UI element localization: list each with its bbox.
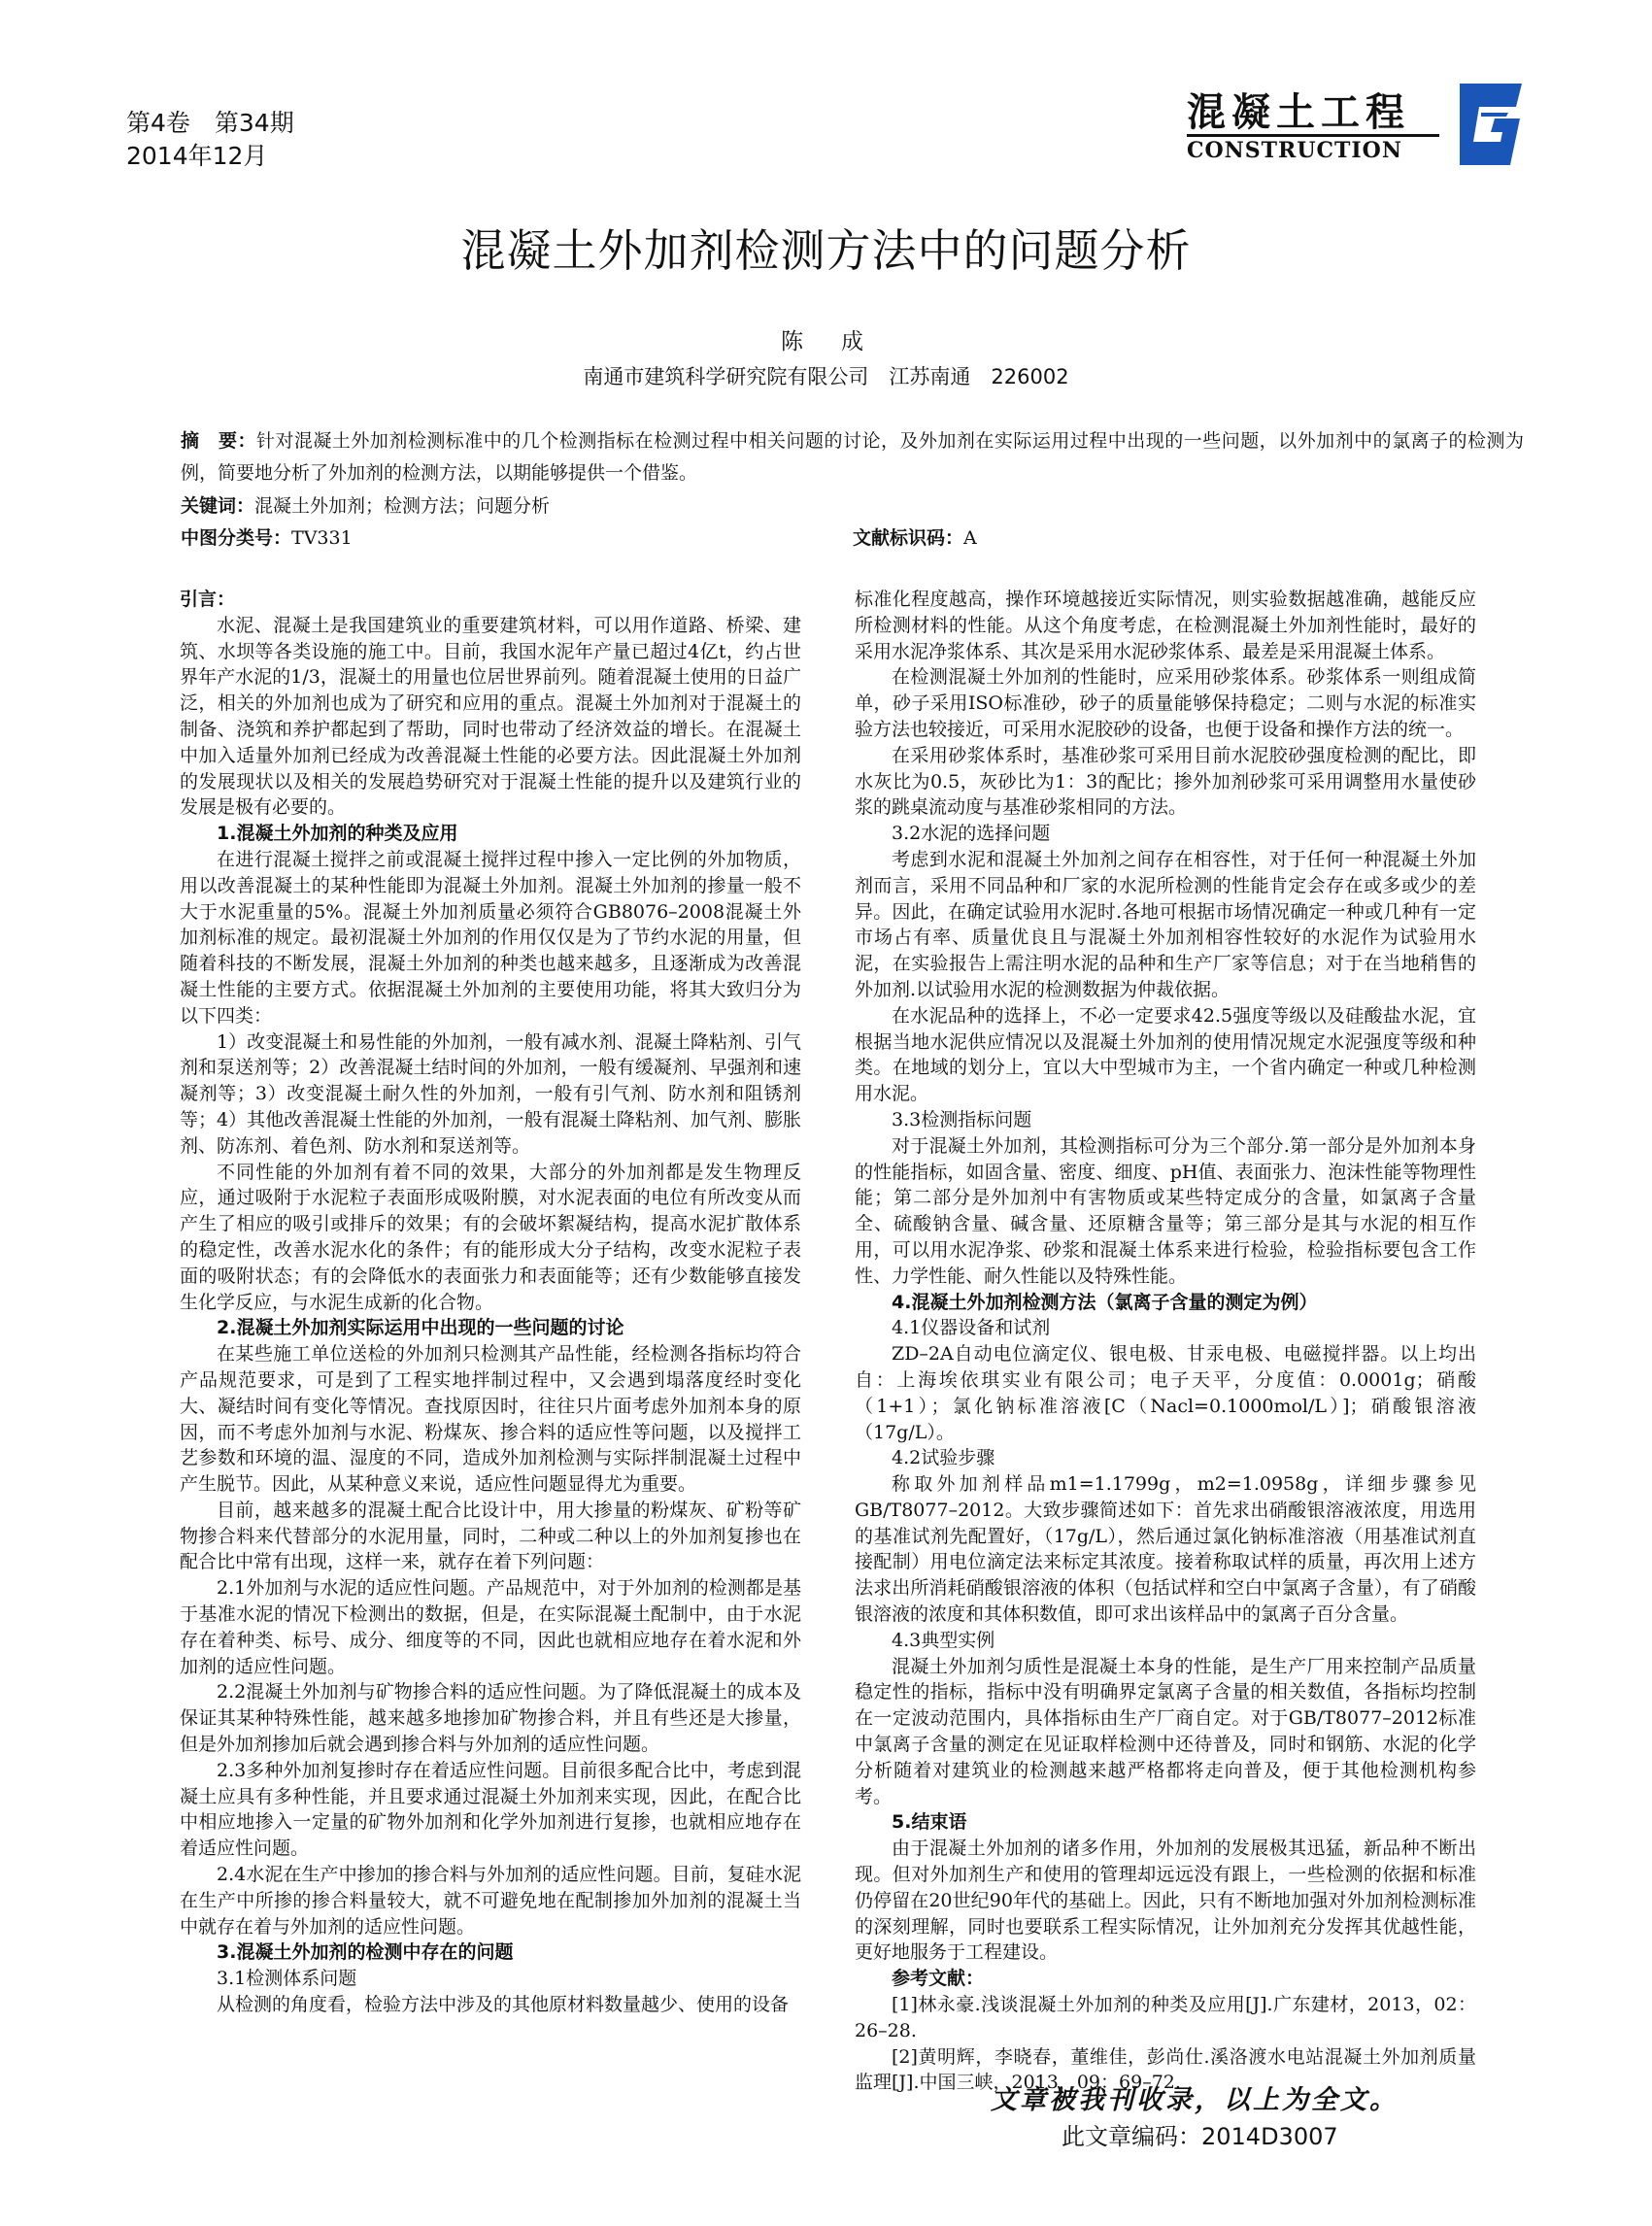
subsection-heading: 3.2水泥的选择问题	[892, 823, 1051, 845]
paragraph: 从检测的角度看，检验方法中涉及的其他原材料数量越少、使用的设备	[217, 1994, 790, 2016]
issue-date: 2014年12月	[126, 142, 268, 170]
reference-item: [2]黄明辉，李晓春，董维佳，彭尚仕.溪洛渡水电站混凝土外加剂质量监理[J].中国三峡，2013，09：69–72.	[855, 2045, 1476, 2094]
paragraph: 混凝土外加剂匀质性是混凝土本身的性能，是生产厂用来控制产品质量稳定性的指标，指标中没有明确界定氯离子含量的相关数值，各指标均控制在一定波动范围内，具体指标由生产厂商自定。对于GB/T8077–2012标准中氯离子含量的测定在见证取样检测中还待普及，同时和钢筋、水泥的化学分析随着对建筑业的检测越来越严格都将走向普及，便于其他检测机构参考。	[855, 1655, 1476, 1807]
paragraph: 2.1外加剂与水泥的适应性问题。产品规范中，对于外加剂的检测都是基于基准水泥的情况下检测出的数据，但是，在实际混凝土配制中，由于水泥存在着种类、标号、成分、细度等的不同，因此也就相应地存在着水泥和外加剂的适应性问题。	[180, 1577, 801, 1677]
section-heading: 4.混凝土外加剂检测方法（氯离子含量的测定为例）	[892, 1291, 1318, 1313]
paragraph: 不同性能的外加剂有着不同的效果，大部分的外加剂都是发生物理反应，通过吸附于水泥粒子表面形成吸附膜，对水泥表面的电位有所改变从而产生了相应的吸引或排斥的效果；有的会破坏絮凝结构，提高水泥扩散体系的稳定性，改善水泥水化的条件；有的能形成大分子结构，改变水泥粒子表面的吸附状态；有的会降低水的表面张力和表面能等；还有少数能够直接发生化学反应，与水泥生成新的化合物。	[180, 1161, 801, 1313]
subsection-heading: 4.1仪器设备和试剂	[892, 1317, 1051, 1339]
issue-info	[126, 107, 294, 173]
paragraph: 在检测混凝土外加剂的性能时，应采用砂浆体系。砂浆体系一则组成简单，砂子采用ISO标准砂，砂子的质量能够保持稳定；二则与水泥的标准实验方法也较接近，可采用水泥胶砂的设备，也便于设备和操作方法的统一。	[855, 666, 1476, 740]
clc-label: 中图分类号：	[181, 527, 292, 549]
paragraph: 目前，越来越多的混凝土配合比设计中，用大掺量的粉煤灰、矿粉等矿物掺合料来代替部分的水泥用量，同时，二种或二种以上的外加剂复掺也在配合比中常有出现，这样一来，就存在着下列问题：	[180, 1499, 801, 1573]
abstract	[181, 425, 1524, 489]
paragraph: 称取外加剂样品m1=1.1799g，m2=1.0958g，详细步骤参见GB/T8077–2012。大致步骤简述如下：首先求出硝酸银溶液浓度，用选用的基准试剂先配置好，（17g/L），然后通过氯化钠标准溶液（用基准试剂直接配制）用电位滴定法来标定其浓度。接着称取试样的质量，再次用上述方法求出所消耗硝酸银溶液的体积（包括试样和空白中氯离子含量），有了硝酸银溶液的浓度和其体积数值，即可求出该样品中的氯离子百分含量。	[855, 1473, 1476, 1626]
abstract-label: 摘 要：	[181, 430, 256, 452]
paragraph: 考虑到水泥和混凝土外加剂之间存在相容性，对于任何一种混凝土外加剂而言，采用不同品种和厂家的水泥所检测的性能肯定会存在或多或少的差异。因此，在确定试验用水泥时.各地可根据市场情况确定一种或几种有一定市场占有率、质量优良且与混凝土外加剂相容性较好的水泥作为试验用水泥，在实验报告上需注明水泥的品种和生产厂家等信息；对于在当地稍售的外加剂.以试验用水泥的检测数据为仲裁依据。	[855, 848, 1476, 1000]
section-heading: 3.混凝土外加剂的检测中存在的问题	[217, 1941, 514, 1964]
document-code	[853, 523, 977, 555]
paragraph: 在采用砂浆体系时，基准砂浆可采用目前水泥胶砂强度检测的配比，即水灰比为0.5，灰砂比为1：3的配比；掺外加剂砂浆可采用调整用水量使砂浆的跳桌流动度与基准砂浆相同的方法。	[855, 744, 1476, 819]
section-heading: 2.混凝土外加剂实际运用中出现的一些问题的讨论	[217, 1317, 624, 1339]
clc-value: TV331	[291, 527, 353, 549]
article-title: 混凝土外加剂检测方法中的问题分析	[460, 224, 1192, 277]
paragraph: 2.4水泥在生产中掺加的掺合料与外加剂的适应性问题。目前，复硅水泥在生产中所掺的掺合料量较大，就不可避免地在配制掺加外加剂的混凝土当中就存在着与外加剂的适应性问题。	[180, 1864, 801, 1938]
right-column	[855, 587, 1476, 2096]
paragraph: 在进行混凝土搅拌之前或混凝土搅拌过程中掺入一定比例的外加物质，用以改善混凝土的某种性能即为混凝土外加剂。混凝土外加剂的掺量一般不大于水泥重量的5%。混凝土外加剂质量必须符合GB8076–2008混凝土外加剂标准的规定。最初混凝土外加剂的作用仅仅是为了节约水泥的用量，但随着科技的不断发展，混凝土外加剂的种类也越来越多，且逐渐成为改善混凝土性能的主要方式。依据混凝土外加剂的主要使用功能，将其大致归分为以下四类：	[180, 848, 801, 1027]
keywords-text: 混凝土外加剂；检测方法；问题分析	[254, 495, 551, 517]
paragraph: 2.3多种外加剂复掺时存在着适应性问题。目前很多配合比中，考虑到混凝土应具有多种性能，并且要求通过混凝土外加剂来实现，因此，在配合比中相应地掺入一定量的矿物外加剂和化学外加剂进行复掺，也就相应地存在着适应性问题。	[180, 1759, 801, 1860]
volume-issue: 第4卷 第34期	[126, 109, 294, 137]
closing-note: 文章被我刊收录，以上为全文。	[991, 2085, 1399, 2115]
paragraph: 对于混凝土外加剂，其检测指标可分为三个部分.第一部分是外加剂本身的性能指标，如固含量、密度、细度、pH值、表面张力、泡沫性能等物理性能；第二部分是外加剂中有害物质或某些特定成分的含量，如氯离子含量全、硫酸钠含量、碱含量、还原糖含量等；第三部分是其与水泥的相互作用，可以用水泥净浆、砂浆和混凝土体系来进行检验，检验指标要包含工作性、力学性能、耐久性能以及特殊性能。	[855, 1134, 1476, 1287]
paragraph: 在某些施工单位送检的外加剂只检测其产品性能，经检测各指标均符合产品规范要求，可是到了工程实地拌制过程中，又会遇到塌落度经时变化大、凝结时间有变化等情况。查找原因时，往往只片面考虑外加剂本身的原因，而不考虑外加剂与水泥、粉煤灰、掺合料的适应性等问题，以及搅拌工艺参数和环境的温、湿度的不同，造成外加剂检测与实际拌制混凝土过程中产生脱节。因此，从某种意义来说，适应性问题显得尤为重要。	[180, 1343, 801, 1496]
paragraph: 1）改变混凝土和易性能的外加剂，一般有减水剂、混凝土降粘剂、引气剂和泵送剂等；2）改善混凝土结时间的外加剂，一般有缓凝剂、早强剂和速凝剂等；3）改变混凝土耐久性的外加剂，一般有引气剂、防水剂和阻锈剂等；4）其他改善混凝土性能的外加剂，一般有混凝土降粘剂、加气剂、膨胀剂、防冻剂、着色剂、防水剂和泵送剂等。	[180, 1030, 801, 1157]
logo-en-text: CONSTRUCTION	[1187, 134, 1439, 163]
logo-cn-text: 混凝土工程	[1187, 90, 1410, 135]
references-heading: 参考文献：	[892, 1968, 985, 1990]
left-column	[180, 587, 801, 2018]
paragraph: 2.2混凝土外加剂与矿物掺合料的适应性问题。为了降低混凝土的成本及保证其某种特殊性能，越来越多地掺加矿物掺合料，并且有些还是大掺量，但是外加剂掺加后就会遇到掺合料与外加剂的适应性问题。	[180, 1681, 801, 1756]
paragraph: 由于混凝土外加剂的诸多作用，外加剂的发展极其迅猛，新品种不断出现。但对外加剂生产和使用的管理却远远没有跟上，一些检测的依据和标准仍停留在20世纪90年代的基础上。因此，只有不断地加强对外加剂检测标准的深刻理解，同时也要联系工程实际情况，让外加剂充分发挥其优越性能，更好地服务于工程建设。	[855, 1838, 1476, 1964]
intro-heading: 引言：	[180, 589, 236, 610]
journal-logo	[1177, 78, 1536, 175]
author-affiliation: 南通市建筑科学研究院有限公司 江苏南通 226002	[583, 365, 1069, 388]
paragraph: ZD–2A自动电位滴定仪、银电极、甘汞电极、电磁搅拌器。以上均出自：上海埃依琪实业有限公司；电子天平，分度值：0.0001g；硝酸（1+1）；氯化钠标准溶液[C（Nacl=0.1000mol/L）]；硝酸银溶液（17g/L）。	[855, 1343, 1476, 1443]
abstract-text: 针对混凝土外加剂检测标准中的几个检测指标在检测过程中相关问题的讨论，及外加剂在实际运用过程中出现的一些问题，以外加剂中的氯离子的检测为例，简要地分析了外加剂的检测方法，以期能够提供一个借鉴。	[181, 430, 1524, 484]
keywords	[181, 490, 550, 523]
article-code: 此文章编码：2014D3007	[1062, 2123, 1338, 2150]
journal-emblem-icon	[1452, 78, 1530, 171]
section-heading: 5.结束语	[892, 1811, 967, 1834]
subsection-heading: 3.3检测指标问题	[892, 1108, 1032, 1130]
reference-item: [1]林永豪.浅谈混凝土外加剂的种类及应用[J].广东建材，2013，02：26–28.	[855, 1994, 1476, 2041]
paragraph: 在水泥品种的选择上，不必一定要求42.5强度等级以及硅酸盐水泥，宜根据当地水泥供应情况以及混凝土外加剂的使用情况规定水泥强度等级和种类。在地域的划分上，宜以大中型城市为主，一个省内确定一种或几种检测用水泥。	[855, 1004, 1476, 1105]
keywords-label: 关键词：	[181, 495, 255, 517]
paragraph: 标准化程度越高，操作环境越接近实际情况，则实验数据越准确，越能反应所检测材料的性能。从这个角度考虑，在检测混凝土外加剂性能时，最好的采用水泥净浆体系、其次是采用水泥砂浆体系、最差是采用混凝土体系。	[855, 589, 1476, 662]
subsection-heading: 3.1检测体系问题	[217, 1968, 357, 1990]
article-author: 陈 成	[781, 329, 871, 354]
section-heading: 1.混凝土外加剂的种类及应用	[217, 823, 458, 845]
subsection-heading: 4.3典型实例	[892, 1629, 995, 1651]
subsection-heading: 4.2试验步骤	[892, 1447, 995, 1469]
clc-number	[181, 523, 353, 555]
docid-value: A	[963, 527, 977, 549]
paragraph: 水泥、混凝土是我国建筑业的重要建筑材料，可以用作道路、桥梁、建筑、水坝等各类设施的施工中。目前，我国水泥年产量已超过4亿t，约占世界年产水泥的1/3，混凝土的用量也位居世界前列。随着混凝土使用的日益广泛，相关的外加剂也成为了研究和应用的重点。混凝土外加剂对于混凝土的制备、浇筑和养护都起到了帮助，同时也带动了经济效益的增长。在混凝土中加入适量外加剂已经成为改善混凝土性能的必要方法。因此混凝土外加剂的发展现状以及相关的发展趋势研究对于混凝土性能的提升以及建筑行业的发展是极有必要的。	[180, 614, 801, 819]
docid-label: 文献标识码：	[853, 527, 964, 549]
